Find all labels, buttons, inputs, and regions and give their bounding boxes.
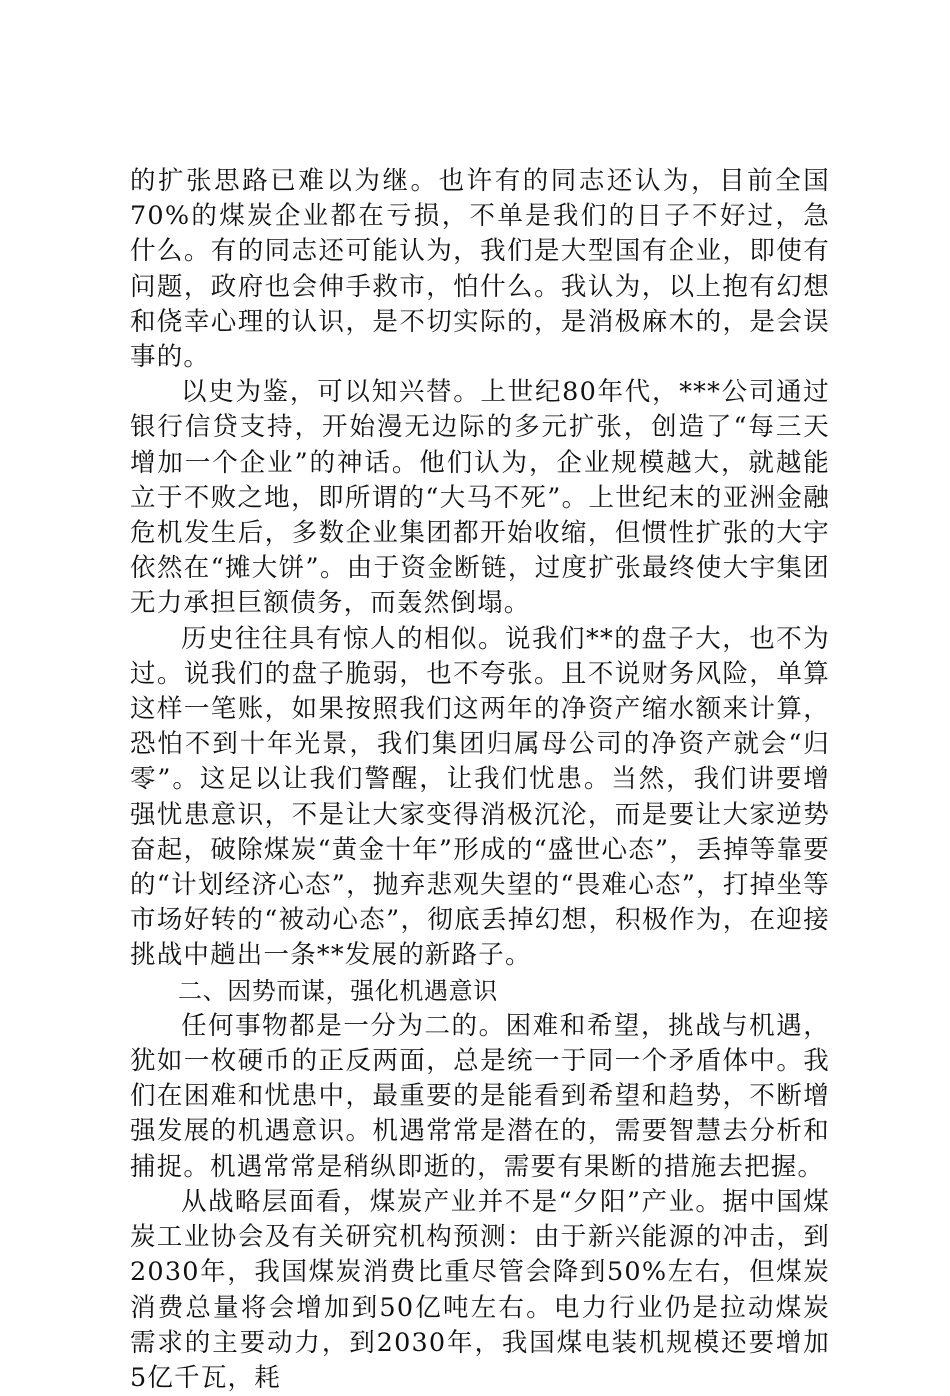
document-body <box>130 164 830 1396</box>
section-heading: 二、因势而谋，强化机遇意识 <box>178 976 498 1005</box>
paragraph-continuation: 的扩张思路已难以为继。也许有的同志还认为，目前全国70%的煤炭企业都在亏损，不单是我们的日子不好过，急什么。有的同志还可能认为，我们是大型国有企业，即使有问题，政府也会伸手救市，怕什么。我认为，以上抱有幻想和侥幸心理的认识，是不切实际的，是消极麻木的，是会误事的。 <box>130 166 830 373</box>
paragraph-history-similarity: 历史往往具有惊人的相似。说我们**的盘子大，也不为过。说我们的盘子脆弱，也不夸张。且不说财务风险，单算这样一笔账，如果按照我们这两年的净资产缩水额来计算，恐怕不到十年光景，我们集团归属母公司的净资产就会“归零”。这足以让我们警醒，让我们忧患。当然，我们讲要增强忧患意识，不是让大家变得消极沉沦，而是要让大家逆势奋起，破除煤炭“黄金十年”形成的“盛世心态”，丢掉等靠要的“计划经济心态”，抛弃悲观失望的“畏难心态”，打掉坐等市场好转的“被动心态”，彻底丢掉幻想，积极作为，在迎接挑战中趟出一条**发展的新路子。 <box>130 623 830 971</box>
paragraph-opportunity: 任何事物都是一分为二的。困难和希望，挑战与机遇，犹如一枚硬币的正反两面，总是统一于同一个矛盾体中。我们在困难和忧患中，最重要的是能看到希望和趋势，不断增强发展的机遇意识。机遇常常是潜在的，需要智慧去分析和捕捉。机遇常常是稍纵即逝的，需要有果断的措施去把握。 <box>130 1010 830 1182</box>
paragraph-history-lesson: 以史为鉴，可以知兴替。上世纪80年代，***公司通过银行信贷支持，开始漫无边际的多元扩张，创造了“每三天增加一个企业”的神话。他们认为，企业规模越大，就越能立于不败之地，即所谓的“大马不死”。上世纪末的亚洲金融危机发生后，多数企业集团都开始收缩，但惯性扩张的大宇依然在“摊大饼”。由于资金断链，过度扩张最终使大宇集团无力承担巨额债务，而轰然倒塌。 <box>130 377 830 619</box>
paragraph-strategy: 从战略层面看，煤炭产业并不是“夕阳”产业。据中国煤炭工业协会及有关研究机构预测：由于新兴能源的冲击，到2030年，我国煤炭消费比重尽管会降到50%左右，但煤炭消费总量将会增加到50亿吨左右。电力行业仍是拉动煤炭需求的主要动力，到2030年，我国煤电装机规模还要增加5亿千瓦，耗 <box>130 1186 830 1393</box>
